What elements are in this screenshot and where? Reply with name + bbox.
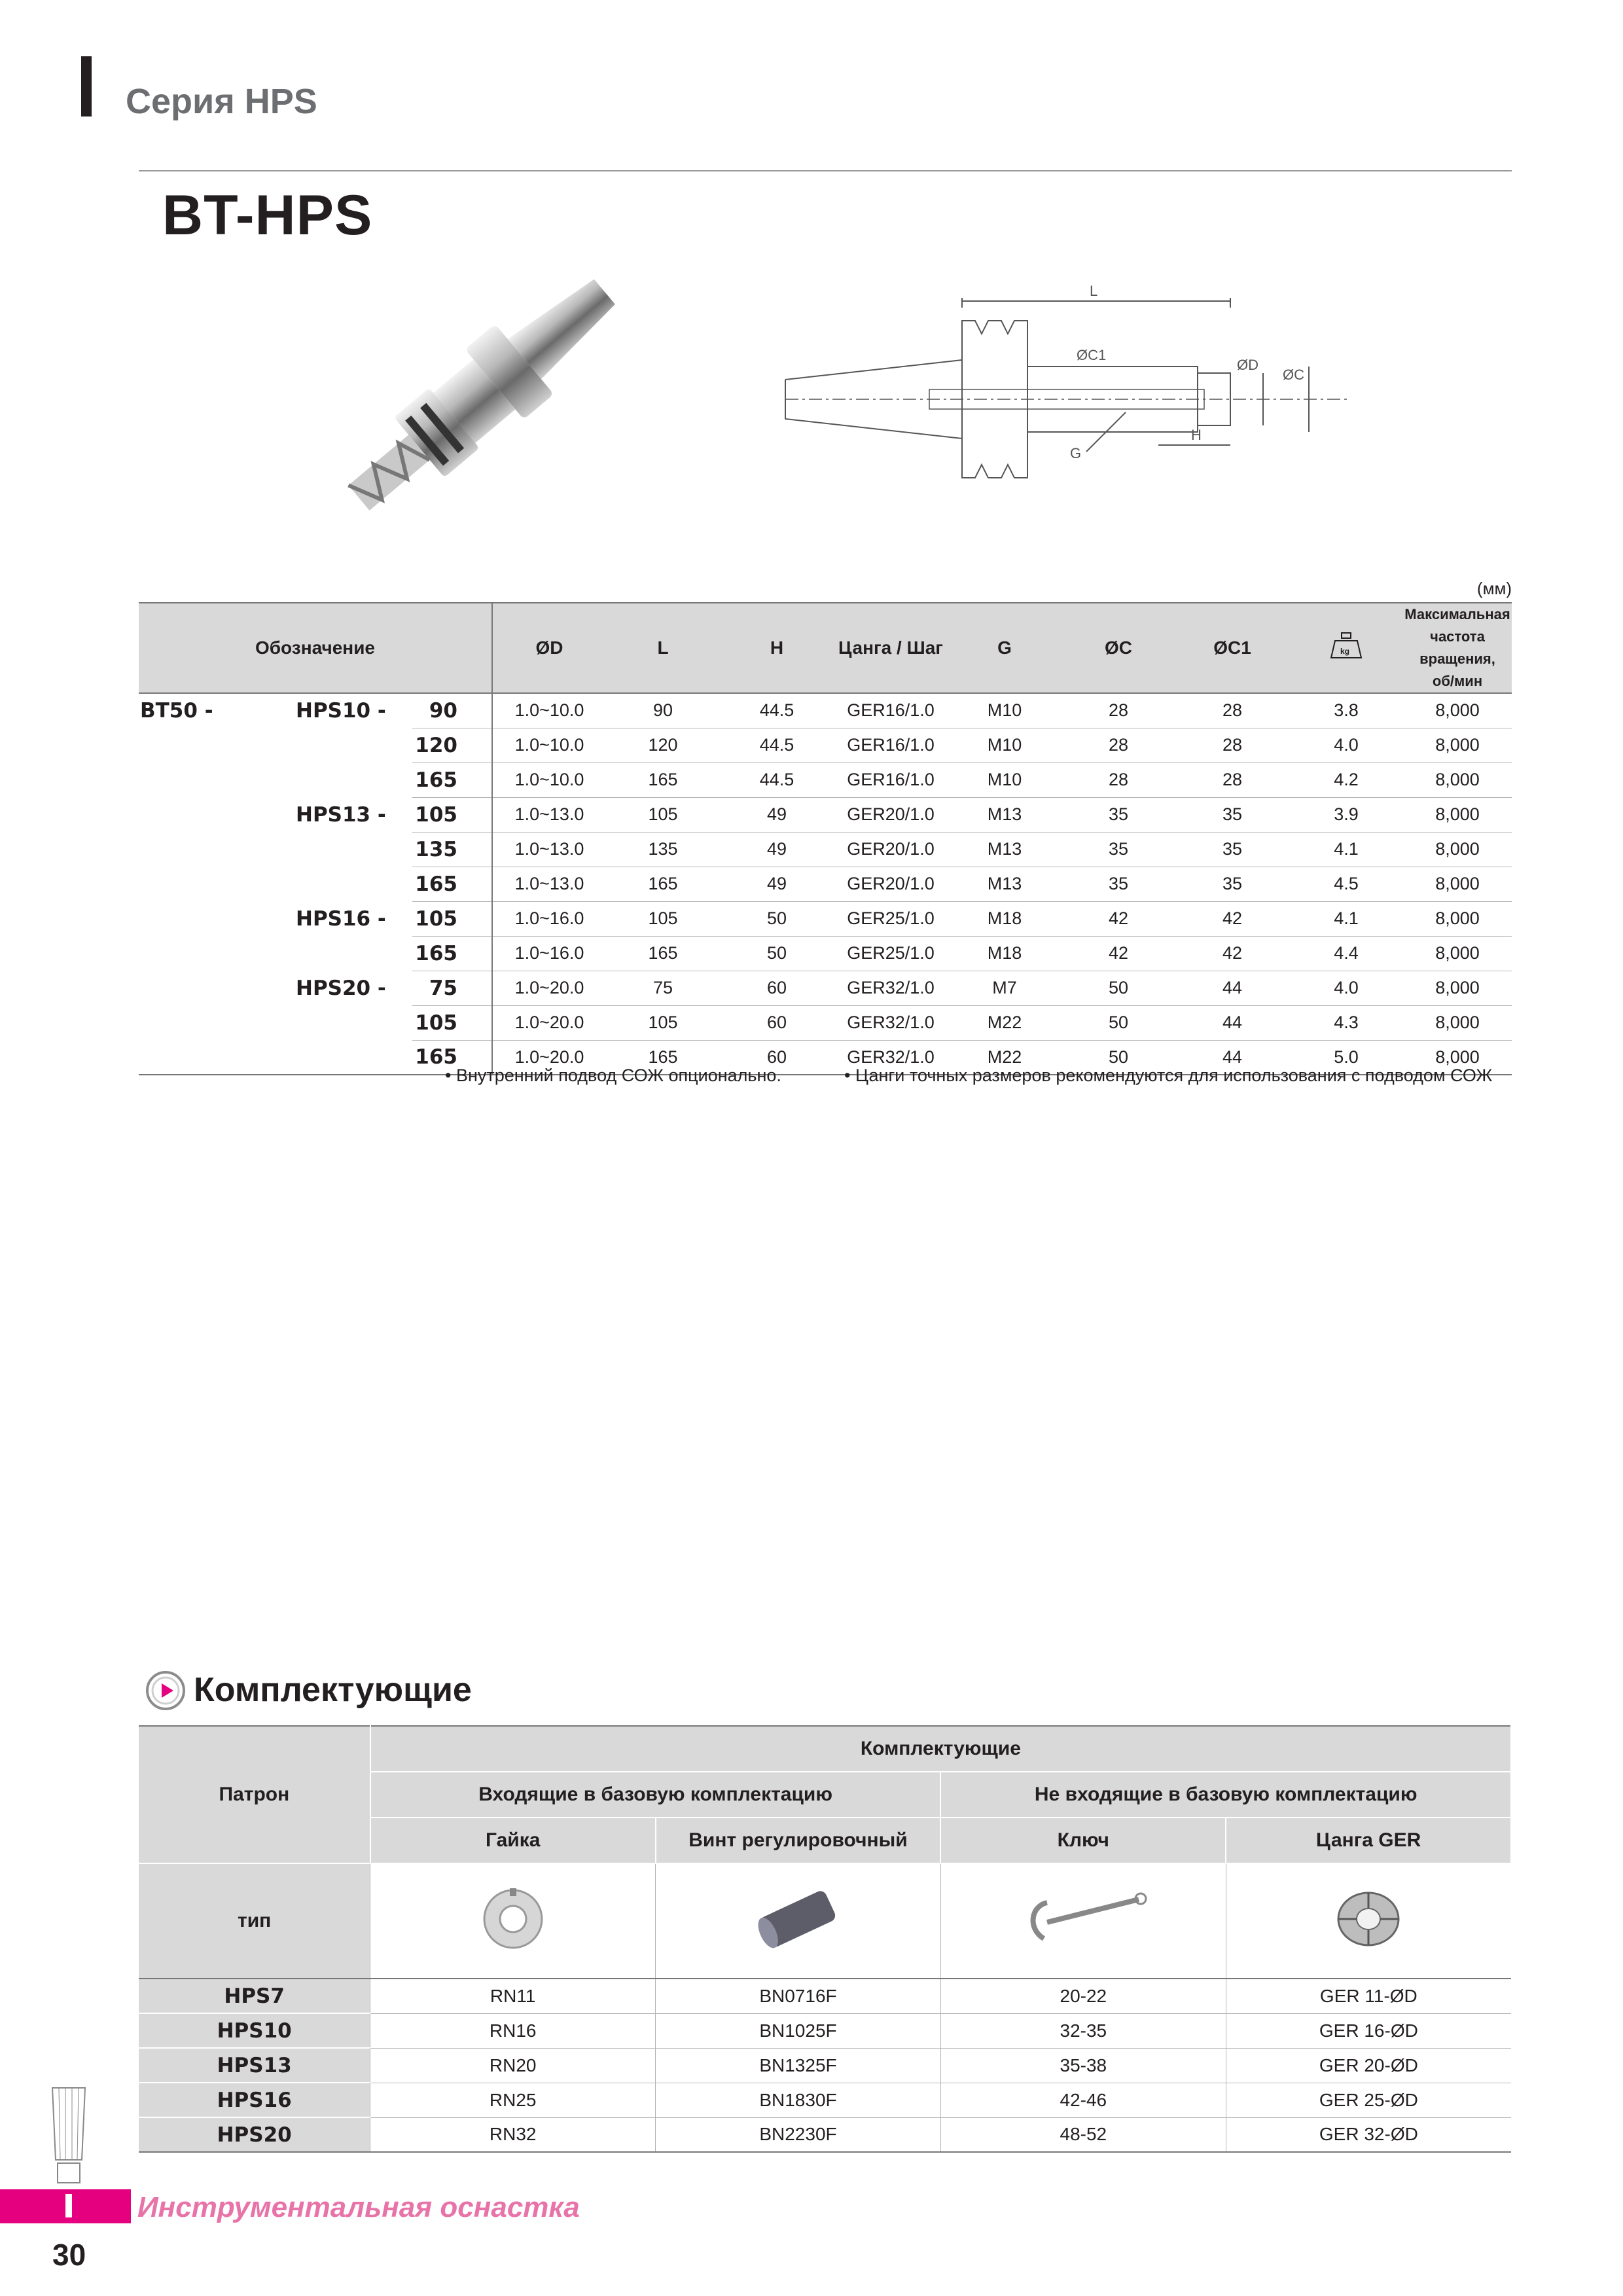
accessories-title: Комплектующие	[194, 1671, 472, 1709]
spec-cell-kg: 3.8	[1289, 693, 1403, 728]
spec-cell-d: 1.0~16.0	[492, 936, 606, 971]
tool-holder-photo	[301, 242, 668, 543]
svg-text:kg: kg	[1340, 646, 1350, 656]
spec-cell-kg: 4.0	[1289, 971, 1403, 1005]
spec-cell-base	[139, 797, 296, 832]
play-circle-icon	[145, 1670, 186, 1711]
spec-cell-h: 60	[720, 1005, 834, 1040]
dim-label-c: ØC	[1283, 367, 1304, 383]
spec-cell-series: HPS20 -	[296, 976, 386, 1000]
spec-cell-d: 1.0~10.0	[492, 728, 606, 762]
key-image-cell	[940, 1863, 1226, 1979]
spec-cell-rpm: 8,000	[1403, 728, 1512, 762]
acc-header-included: Входящие в базовую комплектацию	[370, 1772, 941, 1818]
spec-cell-collet: GER32/1.0	[834, 1005, 948, 1040]
spec-cell-h: 49	[720, 832, 834, 867]
spec-cell-c: 42	[1061, 901, 1175, 936]
spec-cell-length-code: 105	[412, 797, 492, 832]
spec-cell-c1: 44	[1175, 1005, 1289, 1040]
header-weight	[1289, 603, 1403, 693]
spec-cell-rpm: 8,000	[1403, 797, 1512, 832]
spec-cell-c1: 28	[1175, 693, 1289, 728]
spec-cell-kg: 4.5	[1289, 867, 1403, 901]
spec-cell-base	[139, 867, 296, 901]
spec-cell-l: 105	[606, 901, 720, 936]
acc-type-row	[139, 1863, 1511, 1979]
acc-cell-holder: HPS16	[139, 2083, 370, 2117]
acc-cell-screw: BN2230F	[656, 2117, 941, 2152]
spec-cell-kg: 4.1	[1289, 832, 1403, 867]
header-c1: ØC1	[1175, 603, 1289, 693]
header-divider	[139, 170, 1512, 171]
spec-cell-c1: 44	[1175, 971, 1289, 1005]
acc-cell-screw: BN1830F	[656, 2083, 941, 2117]
spec-cell-d: 1.0~10.0	[492, 762, 606, 797]
page-number: 30	[52, 2238, 86, 2272]
spec-cell-l: 90	[606, 693, 720, 728]
spec-cell-h: 44.5	[720, 693, 834, 728]
spec-cell-series: HPS13 -	[296, 802, 386, 827]
spec-cell-series	[296, 1040, 412, 1075]
spec-cell-series	[296, 762, 412, 797]
section-tab-marker	[65, 2194, 72, 2217]
acc-row	[139, 1979, 1511, 2013]
spec-cell-c1: 35	[1175, 797, 1289, 832]
spec-cell-c: 50	[1061, 1005, 1175, 1040]
spec-cell-series: HPS16 -	[296, 906, 386, 931]
spec-cell-d: 1.0~13.0	[492, 797, 606, 832]
spec-cell-l: 105	[606, 797, 720, 832]
header-l: L	[606, 603, 720, 693]
spec-cell-base	[139, 901, 296, 936]
spec-cell-collet: GER25/1.0	[834, 936, 948, 971]
nut-image-cell	[370, 1863, 656, 1979]
spec-cell-rpm: 8,000	[1403, 1040, 1512, 1075]
series-marker-bar	[81, 56, 92, 117]
spec-cell-base	[139, 936, 296, 971]
spec-cell-g: M10	[948, 728, 1061, 762]
spec-cell-series	[296, 867, 412, 901]
acc-row	[139, 2117, 1511, 2152]
spec-cell-c: 28	[1061, 762, 1175, 797]
spec-cell-c1: 35	[1175, 867, 1289, 901]
spec-cell-collet: GER32/1.0	[834, 1040, 948, 1075]
spec-cell-series	[296, 1005, 412, 1040]
spec-cell-c: 28	[1061, 728, 1175, 762]
acc-cell-nut: RN20	[370, 2048, 656, 2083]
footer-section-title: Инструментальная оснастка	[137, 2191, 580, 2223]
spec-cell-g: M18	[948, 901, 1061, 936]
spec-cell-d: 1.0~13.0	[492, 832, 606, 867]
acc-cell-nut: RN25	[370, 2083, 656, 2117]
spec-table	[139, 602, 1512, 1075]
spec-cell-h: 60	[720, 1040, 834, 1075]
spec-row	[139, 797, 1512, 832]
spec-cell-c: 35	[1061, 797, 1175, 832]
spec-cell-l: 105	[606, 1005, 720, 1040]
acc-cell-key: 32-35	[940, 2013, 1226, 2048]
spec-cell-kg: 4.4	[1289, 936, 1403, 971]
technical-drawing	[779, 281, 1355, 524]
acc-cell-holder: HPS13	[139, 2048, 370, 2083]
collet-outline-icon	[46, 2081, 92, 2193]
spec-cell-d: 1.0~13.0	[492, 867, 606, 901]
spec-cell-c: 42	[1061, 936, 1175, 971]
dim-label-h: H	[1191, 427, 1202, 443]
spec-cell-g: M22	[948, 1040, 1061, 1075]
spec-cell-collet: GER25/1.0	[834, 901, 948, 936]
spec-cell-d: 1.0~20.0	[492, 1040, 606, 1075]
spec-cell-c: 50	[1061, 1040, 1175, 1075]
spec-cell-d: 1.0~10.0	[492, 693, 606, 728]
spec-cell-h: 60	[720, 971, 834, 1005]
spec-cell-collet: GER20/1.0	[834, 797, 948, 832]
acc-row	[139, 2013, 1511, 2048]
spec-cell-length-code: 120	[412, 728, 492, 762]
spec-cell-l: 165	[606, 762, 720, 797]
kg-weight-icon	[1330, 632, 1363, 660]
collet-image-cell	[1226, 1863, 1511, 1979]
spec-cell-base	[139, 832, 296, 867]
dim-label-g: G	[1070, 445, 1082, 461]
collet-icon	[1329, 1883, 1408, 1955]
header-speed-line-3: об/мин	[1432, 673, 1483, 689]
spec-cell-kg: 4.0	[1289, 728, 1403, 762]
acc-cell-collet: GER 11-ØD	[1226, 1979, 1511, 2013]
header-speed-line-2: частота вращения,	[1419, 628, 1495, 667]
spec-cell-rpm: 8,000	[1403, 936, 1512, 971]
acc-cell-nut: RN16	[370, 2013, 656, 2048]
spec-cell-g: M10	[948, 762, 1061, 797]
acc-cell-key: 48-52	[940, 2117, 1226, 2152]
spec-cell-collet: GER16/1.0	[834, 762, 948, 797]
dim-label-l: L	[1090, 283, 1098, 299]
spec-cell-l: 120	[606, 728, 720, 762]
spec-cell-rpm: 8,000	[1403, 901, 1512, 936]
acc-header-nut: Гайка	[370, 1818, 656, 1863]
spec-cell-c1: 42	[1175, 936, 1289, 971]
spec-cell-c1: 28	[1175, 762, 1289, 797]
spec-cell-kg: 4.2	[1289, 762, 1403, 797]
spec-cell-rpm: 8,000	[1403, 971, 1512, 1005]
spec-row	[139, 762, 1512, 797]
spec-cell-rpm: 8,000	[1403, 867, 1512, 901]
spec-cell-g: M10	[948, 693, 1061, 728]
spec-cell-length-code: 165	[412, 936, 492, 971]
spec-cell-length-code: 105	[412, 901, 492, 936]
screw-image-cell	[656, 1863, 941, 1979]
spec-row	[139, 867, 1512, 901]
spec-cell-length-code: 105	[412, 1005, 492, 1040]
nut-icon	[477, 1883, 549, 1955]
spec-cell-h: 50	[720, 936, 834, 971]
spec-cell-d: 1.0~20.0	[492, 971, 606, 1005]
spec-row	[139, 728, 1512, 762]
acc-cell-nut: RN32	[370, 2117, 656, 2152]
spec-cell-rpm: 8,000	[1403, 1005, 1512, 1040]
spec-cell-collet: GER16/1.0	[834, 728, 948, 762]
dim-label-c1: ØC1	[1077, 347, 1107, 363]
acc-header-row-1	[139, 1726, 1511, 1772]
spec-cell-kg: 5.0	[1289, 1040, 1403, 1075]
spec-cell-c1: 28	[1175, 728, 1289, 762]
acc-header-screw: Винт регулировочный	[656, 1818, 941, 1863]
spec-cell-g: M13	[948, 867, 1061, 901]
series-title: Серия HPS	[126, 82, 317, 121]
spec-row	[139, 971, 1512, 1005]
spec-cell-series: HPS10 -	[296, 699, 386, 723]
acc-header-holder: Патрон	[139, 1726, 370, 1863]
spec-cell-rpm: 8,000	[1403, 762, 1512, 797]
spec-cell-rpm: 8,000	[1403, 693, 1512, 728]
spec-cell-base	[139, 971, 296, 1005]
spec-cell-collet: GER20/1.0	[834, 867, 948, 901]
unit-label: (мм)	[1476, 579, 1512, 598]
note-coolant: • Внутренний подвод СОЖ опционально.	[445, 1066, 781, 1085]
acc-row	[139, 2083, 1511, 2117]
acc-type-label: тип	[139, 1863, 370, 1979]
spec-cell-c1: 42	[1175, 901, 1289, 936]
spec-cell-h: 49	[720, 797, 834, 832]
spec-cell-collet: GER16/1.0	[834, 693, 948, 728]
spec-cell-c: 35	[1061, 832, 1175, 867]
spec-cell-g: M13	[948, 832, 1061, 867]
spec-cell-base	[139, 762, 296, 797]
spec-cell-l: 165	[606, 1040, 720, 1075]
spec-cell-l: 165	[606, 867, 720, 901]
header-designation: Обозначение	[139, 603, 492, 693]
spec-cell-h: 44.5	[720, 728, 834, 762]
dim-label-d: ØD	[1237, 357, 1258, 373]
header-collet: Цанга / Шаг	[834, 603, 948, 693]
spec-cell-length-code: 165	[412, 762, 492, 797]
spec-cell-c1: 44	[1175, 1040, 1289, 1075]
acc-header-accessories: Комплектующие	[370, 1726, 1511, 1772]
spec-cell-collet: GER32/1.0	[834, 971, 948, 1005]
header-h: H	[720, 603, 834, 693]
acc-cell-collet: GER 16-ØD	[1226, 2013, 1511, 2048]
spec-cell-h: 50	[720, 901, 834, 936]
spec-cell-h: 44.5	[720, 762, 834, 797]
header-d: ØD	[492, 603, 606, 693]
spec-row	[139, 1005, 1512, 1040]
acc-cell-collet: GER 32-ØD	[1226, 2117, 1511, 2152]
spec-row	[139, 936, 1512, 971]
spec-cell-g: M7	[948, 971, 1061, 1005]
product-title: BT-HPS	[162, 184, 373, 247]
spec-cell-kg: 4.1	[1289, 901, 1403, 936]
acc-header-not-included: Не входящие в базовую комплектацию	[940, 1772, 1511, 1818]
spec-row	[139, 832, 1512, 867]
acc-cell-holder: HPS20	[139, 2117, 370, 2152]
spec-cell-kg: 3.9	[1289, 797, 1403, 832]
acc-header-collet: Цанга GER	[1226, 1818, 1511, 1863]
spec-cell-g: M18	[948, 936, 1061, 971]
spec-cell-series	[296, 832, 412, 867]
acc-cell-screw: BN0716F	[656, 1979, 941, 2013]
acc-cell-key: 20-22	[940, 1979, 1226, 2013]
acc-cell-holder: HPS7	[139, 1979, 370, 2013]
spec-cell-length-code: 135	[412, 832, 492, 867]
spec-cell-series	[296, 936, 412, 971]
spec-cell-series	[296, 728, 412, 762]
acc-cell-screw: BN1025F	[656, 2013, 941, 2048]
spec-row	[139, 901, 1512, 936]
acc-cell-key: 42-46	[940, 2083, 1226, 2117]
spec-cell-base: BT50 -	[140, 699, 213, 723]
spec-cell-l: 135	[606, 832, 720, 867]
note-precision-collets: • Цанги точных размеров рекомендуются для использования с подводом СОЖ	[844, 1066, 1493, 1085]
acc-cell-nut: RN11	[370, 1979, 656, 2013]
spec-cell-c: 50	[1061, 971, 1175, 1005]
spec-cell-l: 165	[606, 936, 720, 971]
spec-cell-d: 1.0~16.0	[492, 901, 606, 936]
spec-cell-d: 1.0~20.0	[492, 1005, 606, 1040]
acc-row	[139, 2048, 1511, 2083]
spec-cell-c1: 35	[1175, 832, 1289, 867]
spec-cell-length-code: 90	[412, 693, 492, 728]
acc-cell-key: 35-38	[940, 2048, 1226, 2083]
spec-header-row	[139, 603, 1512, 693]
spec-cell-g: M13	[948, 797, 1061, 832]
spec-cell-l: 75	[606, 971, 720, 1005]
spec-cell-length-code: 165	[412, 867, 492, 901]
spec-cell-base	[139, 728, 296, 762]
spec-cell-kg: 4.3	[1289, 1005, 1403, 1040]
spec-cell-base	[139, 1040, 296, 1075]
wrench-icon	[1018, 1883, 1149, 1955]
spec-cell-c: 28	[1061, 693, 1175, 728]
header-speed	[1403, 603, 1512, 693]
spec-cell-h: 49	[720, 867, 834, 901]
acc-cell-screw: BN1325F	[656, 2048, 941, 2083]
spec-cell-c: 35	[1061, 867, 1175, 901]
acc-header-key: Ключ	[940, 1818, 1226, 1863]
acc-cell-holder: HPS10	[139, 2013, 370, 2048]
spec-row	[139, 693, 1512, 728]
adjusting-screw-icon	[749, 1883, 847, 1955]
header-g: G	[948, 603, 1061, 693]
spec-cell-length-code: 165	[412, 1040, 492, 1075]
spec-cell-base	[139, 1005, 296, 1040]
spec-cell-rpm: 8,000	[1403, 832, 1512, 867]
header-c: ØC	[1061, 603, 1175, 693]
accessories-table	[139, 1725, 1512, 2153]
header-speed-line-1: Максимальная	[1404, 606, 1510, 622]
acc-cell-collet: GER 20-ØD	[1226, 2048, 1511, 2083]
spec-cell-collet: GER20/1.0	[834, 832, 948, 867]
acc-cell-collet: GER 25-ØD	[1226, 2083, 1511, 2117]
spec-cell-g: M22	[948, 1005, 1061, 1040]
spec-cell-length-code: 75	[412, 971, 492, 1005]
